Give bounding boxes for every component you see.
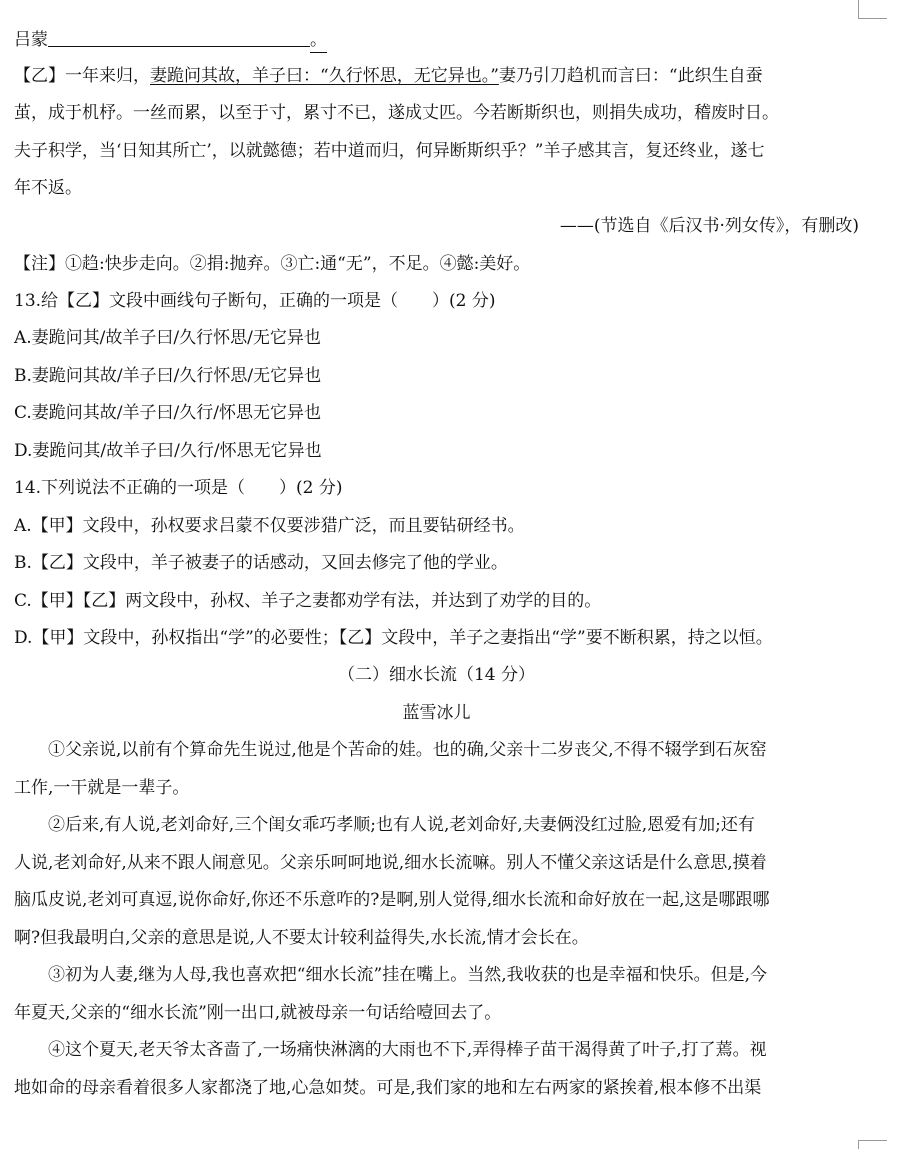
page-corner-mark [858,0,887,19]
q12-end: 。 [310,28,327,53]
q12-name: 吕蒙 [14,30,48,50]
q12-answer-line [14,28,327,52]
passage-yi-tag: 【乙】 [14,66,65,86]
passage-yi-line-2: 茧，成于机杼。一丝而累，以至于寸，累寸不已，遂成丈匹。今若断斯织也，则捐失成功，稽废时日。 [14,103,779,123]
article-paragraph-2-cont: 人说,老刘命好,从来不跟人闹意见。父亲乐呵呵地说,细水长流嘛。别人不懂父亲这话是什么意思,摸着 [14,853,767,873]
article-paragraph-4-cont: 地如命的母亲看着很多人家都浇了地,心急如焚。可是,我们家的地和左右两家的紧挨着,根本修不出渠 [14,1078,762,1098]
article-paragraph-1-cont: 工作,一干就是一辈子。 [14,778,190,798]
article-paragraph-2-cont: 啊?但我最明白,父亲的意思是说,人不要太计较利益得失,水长流,情才会长在。 [14,928,589,948]
q13-option-a[interactable]: A.妻跪问其/故羊子曰/久行怀思/无它异也 [14,328,321,348]
article-paragraph-1: ①父亲说,以前有个算命先生说过,他是个苦命的娃。也的确,父亲十二岁丧父,不得不辍学到石灰窑 [48,740,767,760]
passage-note: 【注】①趋:快步走向。②捐:抛弃。③亡:通“无”，不足。④懿:美好。 [14,254,531,274]
passage-yi-line-3: 夫子积学，当‘日知其所亡’，以就懿德；若中道而归，何异断斯织乎？”羊子感其言，复还终业，遂七 [14,141,765,161]
passage-text: 妻乃引刀趋机而言曰：“此织生自蚕 [498,66,763,86]
q14-stem: 14.下列说法不正确的一项是（ ）(2 分) [14,478,343,498]
q13-option-d[interactable]: D.妻跪问其/故羊子曰/久行/怀思无它异也 [14,441,322,461]
q14-option-b[interactable]: B.【乙】文段中，羊子被妻子的话感动，又回去修完了他的学业。 [14,553,508,573]
passage-yi-line-1 [14,64,763,88]
q13-option-b[interactable]: B.妻跪问其故/羊子曰/久行怀思/无它异也 [14,366,322,386]
q14-option-c[interactable]: C.【甲】【乙】两文段中，孙权、羊子之妻都劝学有法，并达到了劝学的目的。 [14,591,602,611]
article-paragraph-3-cont: 年夏天,父亲的“细水长流”刚一出口,就被母亲一句话给噎回去了。 [14,1003,502,1023]
article-paragraph-4: ④这个夏天,老天爷太吝啬了,一场痛快淋漓的大雨也不下,弄得棒子苗干渴得黄了叶子,打了蔫。视 [48,1040,767,1060]
passage-yi-line-4: 年不返。 [14,178,82,198]
q13-option-c[interactable]: C.妻跪问其故/羊子曰/久行/怀思无它异也 [14,403,321,423]
q14-option-a[interactable]: A.【甲】文段中，孙权要求吕蒙不仅要涉猎广泛，而且要钻研经书。 [14,516,525,536]
answer-blank[interactable] [48,30,310,47]
q14-option-d[interactable]: D.【甲】文段中，孙权指出“学”的必要性；【乙】文段中，羊子之妻指出“学”要不断积累，持之以恒。 [14,628,773,648]
passage-text: 一年来归， [65,66,150,86]
article-paragraph-3: ③初为人妻,继为人母,我也喜欢把“细水长流”挂在嘴上。当然,我收获的也是幸福和快乐。但是,今 [48,965,767,985]
article-paragraph-2: ②后来,有人说,老刘命好,三个闺女乖巧孝顺;也有人说,老刘命好,夫妻俩没红过脸,恩爱有加;还有 [48,815,755,835]
underlined-sentence: 妻跪问其故，羊子曰：“久行怀思，无它异也。” [150,66,499,86]
section-heading: （二）细水长流（14 分） [337,665,536,685]
passage-source: ——(节选自《后汉书·列女传》，有删改) [559,216,859,236]
article-paragraph-2-cont: 脑瓜皮说,老刘可真逗,说你命好,你还不乐意咋的?是啊,别人觉得,细水长流和命好放在一起,这是哪跟哪 [14,890,770,910]
q13-stem: 13.给【乙】文段中画线句子断句，正确的一项是（ ）(2 分) [14,291,496,311]
article-author: 蓝雪冰儿 [402,703,471,723]
